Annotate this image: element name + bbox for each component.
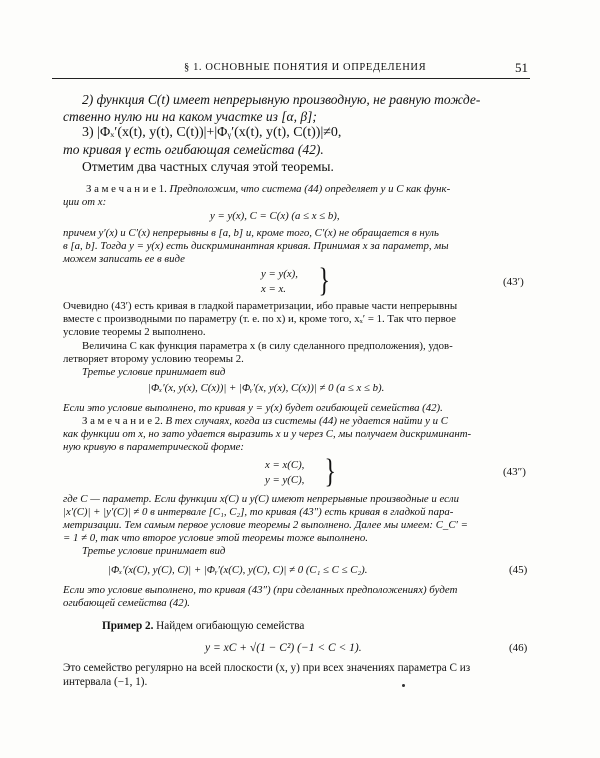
text-line: Величина C как функция параметра x (в силу сделанного предположения), удов- bbox=[82, 340, 453, 352]
text-line: ственно нулю ни на каком участке из [α, β]; bbox=[63, 109, 317, 124]
text-line: где C — параметр. Если функции x(C) и y(C) имеют непрерывные производные и если bbox=[63, 493, 460, 505]
text-line: 2) функция C(t) имеет непрерывную производную, не равную тожде- bbox=[82, 92, 481, 107]
remark-2-label: З а м е ч а н и е 2. bbox=[82, 415, 163, 427]
example-2-line: Пример 2. Найдем огибающую семейства bbox=[102, 620, 305, 632]
text-line: |x′(C)| + |y′(C)| ≠ 0 в интервале [C₁, C₂], то кривая (43″) есть кривая в гладкой пара- bbox=[63, 506, 454, 518]
equation: y = y(x), bbox=[261, 268, 298, 280]
header-title: § 1. ОСНОВНЫЕ ПОНЯТИЯ И ОПРЕДЕЛЕНИЯ bbox=[184, 62, 427, 73]
equation-number: (43″) bbox=[503, 466, 526, 478]
text-line: летворяет второму условию теоремы 2. bbox=[63, 353, 244, 365]
condition-3-formula: 3) |Φₓ′(x(t), y(t), C(t))|+|Φᵧ′(x(t), y(t), C(t))|≠0, bbox=[82, 125, 342, 140]
text-line: условие теоремы 2 выполнено. bbox=[63, 326, 206, 338]
equation: y = y(x), C = C(x) (a ≤ x ≤ b), bbox=[210, 210, 340, 222]
equation-number: (46) bbox=[509, 642, 528, 654]
equation: y = xC + √(1 − C²) (−1 < C < 1). bbox=[205, 642, 362, 654]
ink-speck bbox=[402, 684, 405, 687]
text-line: как функции от x, но зато удается выразить x и y через C, мы получаем дискриминант- bbox=[63, 428, 472, 440]
text-line: ную кривую в параметрической форме: bbox=[63, 441, 245, 453]
text-line: Отметим два частных случая этой теоремы. bbox=[82, 159, 334, 174]
text-line: = 1 ≠ 0, так что второе условие этой теоремы тоже выполнено. bbox=[63, 532, 368, 544]
text-line: интервала (−1, 1). bbox=[63, 676, 148, 688]
text-line: огибающей семейства (42). bbox=[63, 597, 191, 609]
equation: x = x. bbox=[261, 283, 286, 295]
text-line: Если это условие выполнено, то кривая y = y(x) будет огибающей семейства (42). bbox=[63, 402, 443, 414]
equation-number: (43′) bbox=[503, 276, 524, 288]
remark-1-line: З а м е ч а н и е 1. Предположим, что система (44) определяет y и C как функ- bbox=[86, 183, 451, 195]
equation: y = y(C), bbox=[265, 474, 305, 486]
text-line: можем записать ее в виде bbox=[63, 253, 185, 265]
running-header bbox=[52, 60, 530, 79]
remark-2-line: З а м е ч а н и е 2. В тех случаях, когда из системы (44) не удается найти y и C bbox=[82, 415, 448, 427]
text-line: Это семейство регулярно на всей плоскости (x, y) при всех значениях параметра C из bbox=[63, 662, 471, 674]
text-line: метризации. Тем самым первое условие теоремы 2 выполнено. Далее мы имеем: C_C′ = bbox=[63, 519, 468, 531]
text-line: то кривая γ есть огибающая семейства (42). bbox=[63, 142, 324, 157]
text-line: Очевидно (43′) есть кривая в гладкой параметризации, ибо правые части непрерывны bbox=[63, 300, 458, 312]
equation: |Φₓ′(x, y(x), C(x))| + |Φᵧ′(x, y(x), C(x))| ≠ 0 (a ≤ x ≤ b). bbox=[148, 382, 385, 394]
text-line: вместе с производными по параметру (т. е. по x) и, кроме того, xₓ′ = 1. Так что первое bbox=[63, 313, 456, 325]
brace: } bbox=[318, 262, 330, 299]
example-2-label: Пример 2. bbox=[102, 620, 154, 632]
text-line: Третье условие принимает вид bbox=[82, 366, 226, 378]
equation: x = x(C), bbox=[265, 459, 305, 471]
page-number: 51 bbox=[515, 60, 528, 75]
text-line: причем y′(x) и C′(x) непрерывны в [a, b] и, кроме того, C′(x) не обращается в нуль bbox=[63, 227, 439, 239]
text-line: в [a, b]. Тогда y = y(x) есть дискриминантная кривая. Принимая x за параметр, мы bbox=[63, 240, 449, 252]
text-line: ции от x: bbox=[63, 196, 107, 208]
text-line: Третье условие принимает вид bbox=[82, 545, 226, 557]
brace: } bbox=[324, 453, 336, 490]
equation: |Φₓ′(x(C), y(C), C)| + |Φᵧ′(x(C), y(C), C)| ≠ 0 (C₁ ≤ C ≤ C₂). bbox=[108, 564, 368, 576]
text-line: Если это условие выполнено, то кривая (43″) (при сделанных предположениях) будет bbox=[63, 584, 458, 596]
equation-number: (45) bbox=[509, 564, 528, 576]
remark-1-label: З а м е ч а н и е 1. bbox=[86, 183, 167, 195]
